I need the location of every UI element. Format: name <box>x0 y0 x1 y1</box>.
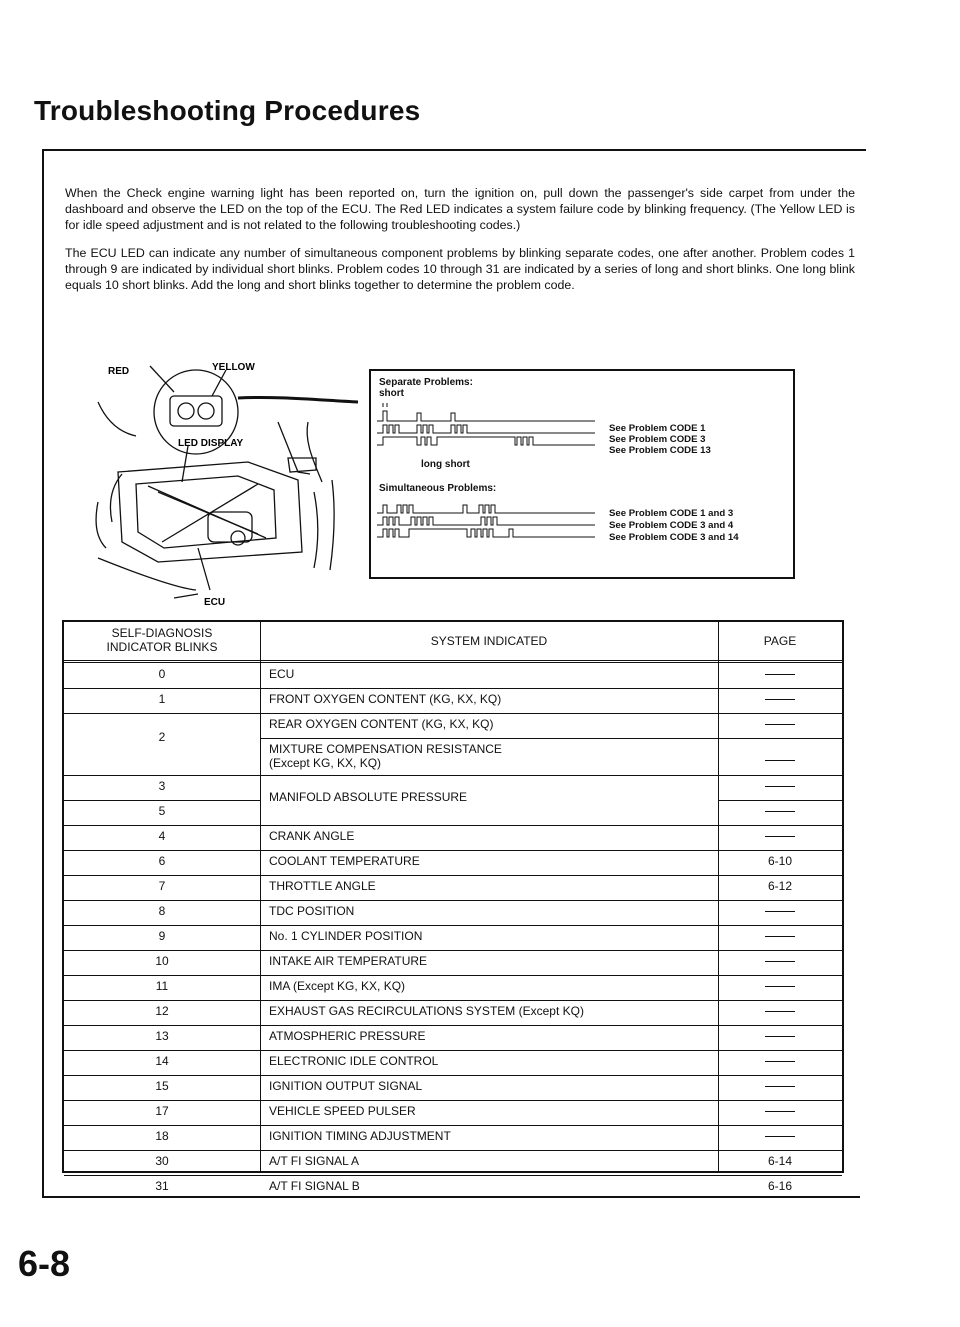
cell-page <box>718 1029 842 1043</box>
no-page-dash <box>765 936 795 937</box>
row-divider <box>64 1025 842 1026</box>
row-divider <box>64 900 842 901</box>
no-page-dash <box>765 986 795 987</box>
cell-code: 30 <box>155 1154 169 1168</box>
row-divider <box>64 825 842 826</box>
cell-code: 1 <box>158 692 166 706</box>
cell-page <box>718 904 842 918</box>
row-divider <box>64 1150 842 1151</box>
row-divider <box>64 800 260 801</box>
no-page-dash <box>765 811 795 812</box>
ecu-label: ECU <box>204 597 226 608</box>
header-system-indicated: SYSTEM INDICATED <box>430 634 548 648</box>
no-page-dash <box>765 674 795 675</box>
cell-system: MIXTURE COMPENSATION RESISTANCE (Except KG, KX, KQ) <box>269 742 502 770</box>
cell-page <box>718 692 842 706</box>
page-title: Troubleshooting Procedures <box>34 95 421 126</box>
no-page-dash <box>765 786 795 787</box>
cell-code: 6 <box>158 854 166 868</box>
cell-page: 6-14 <box>767 1154 793 1168</box>
row-divider <box>64 1050 842 1051</box>
cell-code: 5 <box>158 804 166 818</box>
no-page-dash <box>765 961 795 962</box>
cell-page <box>718 979 842 993</box>
row-divider <box>64 950 842 951</box>
row-divider <box>64 850 842 851</box>
separate-code-3: See Problem CODE 3 <box>609 434 706 445</box>
cell-system: INTAKE AIR TEMPERATURE <box>269 954 428 968</box>
cell-code: 3 <box>158 779 166 793</box>
no-page-dash <box>765 911 795 912</box>
red-led-label: RED <box>108 366 130 377</box>
separate-code-1: See Problem CODE 1 <box>609 423 706 434</box>
row-divider <box>64 975 842 976</box>
cell-page <box>718 1004 842 1018</box>
cell-page <box>718 667 842 681</box>
cell-code: 2 <box>158 730 166 744</box>
separate-blink-waveforms <box>377 401 603 451</box>
header-indicator-blinks: SELF-DIAGNOSIS INDICATOR BLINKS <box>106 626 218 654</box>
separate-problems-heading: Separate Problems: <box>379 377 473 388</box>
no-page-dash <box>765 699 795 700</box>
cell-page <box>718 779 842 793</box>
row-divider <box>64 1175 842 1176</box>
cell-code: 13 <box>155 1029 169 1043</box>
cell-system: ECU <box>269 667 295 681</box>
cell-system: IGNITION OUTPUT SIGNAL <box>269 1079 423 1093</box>
row-divider <box>718 800 842 801</box>
cell-code: 31 <box>155 1179 169 1193</box>
intro-paragraph-2: The ECU LED can indicate any number of simultaneous component problems by blinking separate codes, one after another. Problem codes 1 through 9 are indicated by individual short blinks. Problem codes 10 through 31 are indicated by a series of long and short blinks. One long blink equals 10 short blinks. Add the long and short blinks together to determine the problem code. <box>65 246 855 292</box>
row-divider <box>64 1125 842 1126</box>
cell-code: 11 <box>155 979 169 993</box>
cell-system: IGNITION TIMING ADJUSTMENT <box>269 1129 451 1143</box>
simultaneous-code-3-4: See Problem CODE 3 and 4 <box>609 520 734 531</box>
no-page-dash <box>765 1086 795 1087</box>
row-divider <box>64 875 842 876</box>
simultaneous-code-1-3: See Problem CODE 1 and 3 <box>609 508 734 519</box>
header-page: PAGE <box>763 634 797 648</box>
bottom-rule <box>42 1196 860 1198</box>
led-display-label: LED DISPLAY <box>178 438 244 449</box>
cell-system: ELECTRONIC IDLE CONTROL <box>269 1054 439 1068</box>
no-page-dash <box>765 724 795 725</box>
cell-system: MANIFOLD ABSOLUTE PRESSURE <box>269 790 468 804</box>
cell-system: No. 1 CYLINDER POSITION <box>269 929 423 943</box>
simultaneous-blink-waveforms <box>377 499 603 549</box>
row-divider <box>64 925 842 926</box>
row-divider <box>64 1100 842 1101</box>
top-rule <box>42 149 866 151</box>
row-divider <box>64 1075 842 1076</box>
cell-page <box>718 1129 842 1143</box>
cell-code: 8 <box>158 904 166 918</box>
no-page-dash <box>765 1036 795 1037</box>
cell-page: 6-12 <box>767 879 793 893</box>
intro-paragraph-1: When the Check engine warning light has been reported on, turn the ignition on, pull down the passenger's side carpet from under the dashboard and observe the LED on the top of the ECU. The Red LED indicates a system failure code by blinking frequency. (The Yellow LED is for idle speed adjustment and is not related to the following troubleshooting codes.) <box>65 186 855 232</box>
cell-page <box>718 717 842 731</box>
col-divider-1 <box>260 622 261 1171</box>
separate-code-13: See Problem CODE 13 <box>609 445 711 456</box>
long-short-label: long short <box>421 459 470 470</box>
cell-system: FRONT OXYGEN CONTENT (KG, KX, KQ) <box>269 692 502 706</box>
cell-code: 9 <box>158 929 166 943</box>
intro-text <box>65 185 855 305</box>
no-page-dash <box>765 1136 795 1137</box>
blink-pattern-panel <box>369 369 795 579</box>
cell-system: A/T FI SIGNAL A <box>269 1154 360 1168</box>
cell-page <box>718 829 842 843</box>
ecu-illustration <box>78 362 360 610</box>
cell-system: IMA (Except KG, KX, KQ) <box>269 979 406 993</box>
cell-system: THROTTLE ANGLE <box>269 879 376 893</box>
cell-page: 6-10 <box>767 854 793 868</box>
cell-code: 4 <box>158 829 166 843</box>
cell-system: A/T FI SIGNAL B <box>269 1179 360 1193</box>
diagnostic-code-table <box>62 620 844 1193</box>
cell-code: 14 <box>155 1054 169 1068</box>
cell-page: 6-16 <box>767 1179 793 1193</box>
simultaneous-problems-heading: Simultaneous Problems: <box>379 483 497 494</box>
cell-code: 7 <box>158 879 166 893</box>
no-page-dash <box>765 1111 795 1112</box>
cell-code: 0 <box>158 667 166 681</box>
row-divider <box>64 1000 842 1001</box>
cell-page <box>718 753 842 767</box>
cell-code: 17 <box>155 1104 169 1118</box>
row-divider <box>64 688 842 689</box>
no-page-dash <box>765 760 795 761</box>
cell-page <box>718 1104 842 1118</box>
cell-page <box>718 1054 842 1068</box>
cell-page <box>718 1079 842 1093</box>
cell-system: TDC POSITION <box>269 904 355 918</box>
cell-system: COOLANT TEMPERATURE <box>269 854 420 868</box>
yellow-led-label: YELLOW <box>212 362 255 373</box>
cell-code: 12 <box>155 1004 169 1018</box>
cell-system: CRANK ANGLE <box>269 829 355 843</box>
short-label: short <box>379 388 404 399</box>
row-divider <box>64 713 842 714</box>
cell-system: VEHICLE SPEED PULSER <box>269 1104 416 1118</box>
row-divider <box>64 775 842 776</box>
cell-page <box>718 804 842 818</box>
cell-page <box>718 954 842 968</box>
cell-code: 15 <box>155 1079 169 1093</box>
cell-code: 10 <box>155 954 169 968</box>
ecu-drawing <box>78 362 360 610</box>
cell-system: ATMOSPHERIC PRESSURE <box>269 1029 426 1043</box>
page-number: 6-8 <box>18 1243 71 1284</box>
header-divider <box>64 660 842 663</box>
no-page-dash <box>765 1061 795 1062</box>
simultaneous-code-3-14: See Problem CODE 3 and 14 <box>609 532 739 543</box>
left-rule <box>42 149 44 1196</box>
cell-system: EXHAUST GAS RECIRCULATIONS SYSTEM (Except KQ) <box>269 1004 584 1018</box>
cell-code: 18 <box>155 1129 169 1143</box>
cell-system: REAR OXYGEN CONTENT (KG, KX, KQ) <box>269 717 494 731</box>
no-page-dash <box>765 1011 795 1012</box>
row-divider <box>260 738 842 739</box>
cell-page <box>718 929 842 943</box>
no-page-dash <box>765 836 795 837</box>
